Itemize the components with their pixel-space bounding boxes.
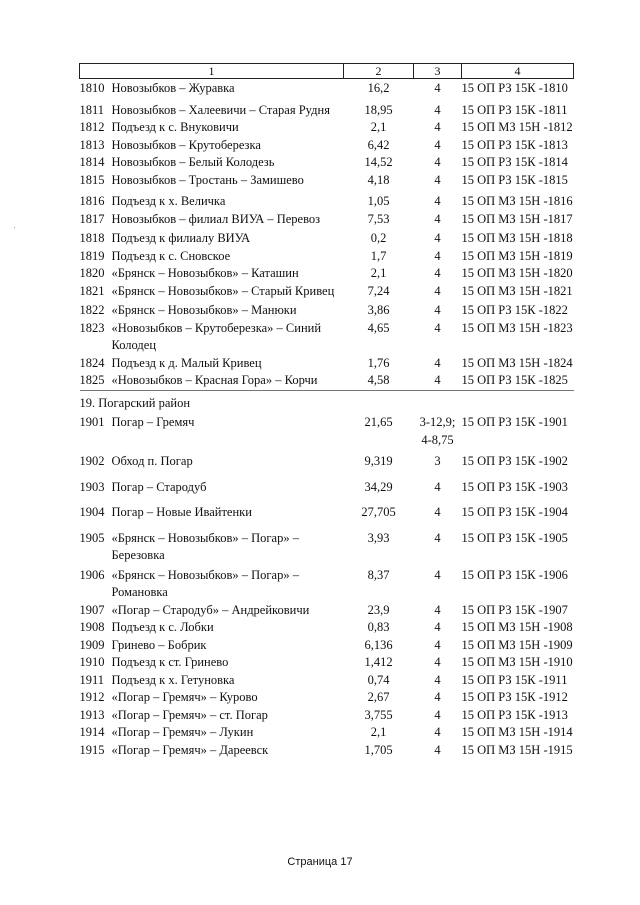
road-identifier: 15 ОП МЗ 15Н -1818 (461, 231, 573, 245)
road-identifier: 15 ОП МЗ 15Н -1915 (461, 742, 573, 757)
road-length: 3,93 (367, 530, 390, 545)
road-identifier: 15 ОП РЗ 15К -1810 (461, 81, 568, 95)
road-identifier: 15 ОП РЗ 15К -1906 (461, 567, 568, 582)
road-cell (80, 707, 344, 725)
road-cell (80, 228, 344, 248)
table-row (80, 355, 574, 373)
road-length: 2,67 (367, 690, 390, 704)
road-length: 21,65 (364, 415, 393, 429)
road-identifier: 15 ОП РЗ 15К -1815 (461, 172, 568, 187)
road-category: 4 (434, 637, 441, 652)
road-name: Погар – Новые Ивайтенки (111, 505, 252, 519)
table-row (80, 449, 574, 471)
road-cell (80, 724, 344, 742)
road-identifier: 15 ОП МЗ 15Н -1908 (461, 620, 573, 634)
table-row (80, 689, 574, 707)
road-length: 4,65 (367, 320, 390, 335)
table-row (80, 522, 574, 565)
road-length: 7,53 (367, 211, 390, 226)
road-number: 1912 (79, 690, 105, 704)
road-cell (80, 154, 344, 172)
road-length: 9,319 (364, 454, 393, 468)
road-category: 4 (434, 567, 441, 582)
road-category: 4 (434, 283, 441, 298)
table-row (80, 265, 574, 283)
road-length: 1,7 (370, 248, 387, 263)
table-row (80, 189, 574, 211)
table-row (80, 248, 574, 266)
road-length: 2,1 (370, 725, 387, 739)
road-identifier: 15 ОП МЗ 15Н -1812 (461, 120, 573, 134)
road-length: 2,1 (370, 120, 387, 134)
road-category: 4 (434, 172, 441, 187)
road-cell (80, 471, 344, 497)
road-identifier: 15 ОП МЗ 15Н -1819 (461, 248, 573, 263)
table-row (80, 496, 574, 522)
road-cell (80, 602, 344, 620)
road-name: Новозыбков – Халеевичи – Старая Рудня (111, 102, 330, 117)
table-header-row (80, 64, 574, 79)
road-cell (80, 619, 344, 637)
road-category: 4 (434, 655, 441, 669)
road-number: 1820 (79, 266, 105, 280)
road-number: 1915 (79, 742, 105, 757)
road-number: 1819 (79, 248, 105, 263)
road-identifier: 15 ОП МЗ 15Н -1909 (461, 637, 573, 652)
road-number: 1822 (79, 303, 105, 317)
roads-table (79, 63, 574, 759)
road-identifier: 15 ОП РЗ 15К -1911 (461, 672, 568, 687)
road-name: Обход п. Погар (111, 454, 193, 468)
road-cell (80, 496, 344, 522)
road-name: Подъезд к с. Сновское (111, 248, 231, 263)
road-name: Новозыбков – Журавка (111, 81, 235, 95)
road-name: Гринево – Бобрик (111, 637, 207, 652)
road-cell (80, 637, 344, 655)
road-length: 4,58 (367, 373, 390, 387)
road-length: 27,705 (361, 505, 396, 519)
road-name: «Брянск – Новозыбков» – Старый Кривец (111, 283, 335, 298)
road-identifier: 15 ОП МЗ 15Н -1816 (461, 194, 573, 208)
road-category: 4 (434, 373, 441, 387)
road-cell (80, 283, 344, 301)
road-number: 1814 (79, 155, 105, 169)
road-cell (80, 449, 344, 471)
road-category: 4 (434, 505, 441, 519)
road-name: «Новозыбков – Крутоберезка» – Синий Колодец (111, 320, 322, 352)
road-name: Подъезд к х. Величка (111, 194, 226, 208)
road-identifier: 15 ОП МЗ 15Н -1910 (461, 655, 573, 669)
road-identifier: 15 ОП РЗ 15К -1813 (461, 137, 568, 152)
road-identifier: 15 ОП МЗ 15Н -1820 (461, 266, 573, 280)
road-number: 1812 (79, 120, 105, 134)
road-cell (80, 320, 344, 355)
table-row (80, 707, 574, 725)
column-header-1: 1 (80, 64, 344, 79)
road-category: 4 (434, 266, 441, 280)
road-cell (80, 355, 344, 373)
road-number: 1905 (79, 530, 105, 545)
road-identifier: 15 ОП РЗ 15К -1901 (461, 415, 568, 429)
road-name: Новозыбков – филиал ВИУА – Перевоз (111, 211, 321, 226)
road-cell (80, 654, 344, 672)
road-length: 34,29 (364, 479, 393, 494)
road-category: 4 (434, 248, 441, 263)
road-name: «Погар – Гремяч» – Дареевск (111, 742, 269, 757)
road-number: 1818 (79, 231, 105, 245)
road-category: 4 (434, 355, 441, 370)
road-cell (80, 119, 344, 137)
road-cell (80, 137, 344, 155)
road-name: «Погар – Гремяч» – ст. Погар (111, 707, 268, 722)
road-name: «Брянск – Новозыбков» – Погар» – Березовка (111, 530, 299, 562)
table-row (80, 565, 574, 602)
road-length: 0,83 (367, 620, 390, 634)
road-length: 6,136 (364, 637, 393, 652)
section-row (80, 390, 574, 412)
road-name: «Брянск – Новозыбков» – Каташин (111, 266, 299, 280)
road-name: Новозыбков – Тростань – Замишево (111, 172, 304, 187)
road-identifier: 15 ОП РЗ 15К -1903 (461, 479, 568, 494)
road-category: 4 (434, 137, 441, 152)
road-number: 1825 (79, 373, 105, 387)
table-row (80, 137, 574, 155)
table-row (80, 724, 574, 742)
road-number: 1914 (79, 725, 105, 739)
road-name: «Погар – Стародуб» – Андрейковичи (111, 602, 310, 617)
road-name: Подъезд к с. Внуковичи (111, 120, 239, 134)
road-number: 1901 (79, 415, 105, 429)
road-cell (80, 172, 344, 190)
road-number: 1908 (79, 620, 105, 634)
page-number: Страница 17 (287, 856, 353, 868)
road-identifier: 15 ОП РЗ 15К -1825 (461, 373, 568, 387)
road-length: 7,24 (367, 283, 390, 298)
road-name: Подъезд к филиалу ВИУА (111, 231, 251, 245)
road-name: Подъезд к д. Малый Кривец (111, 355, 262, 370)
road-number: 1910 (79, 655, 105, 669)
road-length: 2,1 (370, 266, 387, 280)
road-category: 4 (434, 303, 441, 317)
road-number: 1913 (79, 707, 105, 722)
column-header-3: 3 (414, 64, 462, 79)
column-header-2: 2 (344, 64, 414, 79)
road-name: «Новозыбков – Красная Гора» – Корчи (111, 373, 318, 387)
road-name: «Брянск – Новозыбков» – Манюки (111, 303, 297, 317)
table-row (80, 300, 574, 320)
table-row (80, 654, 574, 672)
road-identifier: 15 ОП МЗ 15Н -1914 (461, 725, 573, 739)
road-length: 3,86 (367, 303, 390, 317)
road-category: 4 (434, 81, 441, 95)
table-row (80, 637, 574, 655)
road-category: 3 (434, 454, 441, 468)
road-cell (80, 79, 344, 98)
table-row (80, 372, 574, 390)
road-identifier: 15 ОП РЗ 15К -1902 (461, 454, 568, 468)
table-row (80, 119, 574, 137)
road-name: Подъезд к х. Гетуновка (111, 672, 235, 687)
road-number: 1824 (79, 355, 105, 370)
road-number: 1907 (79, 602, 105, 617)
road-cell (80, 265, 344, 283)
road-identifier: 15 ОП РЗ 15К -1814 (461, 155, 568, 169)
road-name: Подъезд к с. Лобки (111, 620, 214, 634)
road-identifier: 15 ОП МЗ 15Н -1817 (461, 211, 573, 226)
road-cell (80, 372, 344, 390)
road-category: 4 (434, 211, 441, 226)
road-identifier: 15 ОП РЗ 15К -1913 (461, 707, 568, 722)
road-cell (80, 211, 344, 229)
road-name: Новозыбков – Белый Колодезь (111, 155, 275, 169)
road-length: 23,9 (367, 602, 390, 617)
road-name: «Брянск – Новозыбков» – Погар» – Романовка (111, 567, 299, 599)
road-number: 1821 (79, 283, 105, 298)
road-number: 1810 (79, 81, 105, 95)
road-cell (80, 565, 344, 602)
road-number: 1906 (79, 567, 105, 582)
road-cell (80, 742, 344, 760)
road-number: 1811 (79, 102, 105, 117)
road-category: 4 (434, 231, 441, 245)
road-length: 18,95 (364, 102, 393, 117)
road-number: 1909 (79, 637, 105, 652)
road-category: 4 (434, 672, 441, 687)
road-number: 1813 (79, 137, 105, 152)
road-cell (80, 248, 344, 266)
road-category: 4 (434, 707, 441, 722)
road-length: 16,2 (367, 81, 390, 95)
road-name: «Погар – Гремяч» – Лукин (111, 725, 254, 739)
table-row (80, 211, 574, 229)
road-name: Подъезд к ст. Гринево (111, 655, 229, 669)
road-name: Погар – Гремяч (111, 415, 195, 429)
table-row (80, 412, 574, 449)
table-row (80, 602, 574, 620)
road-number: 1823 (79, 320, 105, 335)
table-row (80, 672, 574, 690)
road-name: Погар – Стародуб (111, 479, 207, 494)
road-length: 1,705 (364, 742, 393, 757)
road-category: 4 (434, 742, 441, 757)
road-category: 4 (434, 194, 441, 208)
table-row (80, 283, 574, 301)
table-row (80, 320, 574, 355)
table-row (80, 742, 574, 760)
road-number: 1817 (79, 211, 105, 226)
road-identifier: 15 ОП РЗ 15К -1907 (461, 602, 568, 617)
road-category: 4 (434, 155, 441, 169)
road-number: 1902 (79, 454, 105, 468)
road-category: 4 (434, 102, 441, 117)
road-category: 4 (434, 602, 441, 617)
road-category: 3-12,9; 4-8,75 (419, 415, 456, 447)
road-cell (80, 98, 344, 120)
road-cell (80, 189, 344, 211)
road-cell (80, 672, 344, 690)
table-body (80, 79, 574, 760)
table-row (80, 79, 574, 98)
road-identifier: 15 ОП МЗ 15Н -1824 (461, 355, 573, 370)
road-length: 3,755 (364, 707, 393, 722)
table-row (80, 619, 574, 637)
road-length: 1,412 (364, 655, 393, 669)
road-category: 4 (434, 120, 441, 134)
road-identifier: 15 ОП РЗ 15К -1822 (461, 303, 568, 317)
road-number: 1904 (79, 505, 105, 519)
road-identifier: 15 ОП РЗ 15К -1811 (461, 102, 568, 117)
road-category: 4 (434, 320, 441, 335)
road-number: 1816 (79, 194, 105, 208)
road-category: 4 (434, 690, 441, 704)
road-number: 1911 (79, 672, 105, 687)
section-title: 19. Погарский район (80, 390, 574, 412)
road-number: 1815 (79, 172, 105, 187)
road-name: Новозыбков – Крутоберезка (111, 137, 261, 152)
road-cell (80, 689, 344, 707)
road-category: 4 (434, 725, 441, 739)
table-row (80, 228, 574, 248)
road-cell (80, 522, 344, 565)
road-category: 4 (434, 530, 441, 545)
table-row (80, 172, 574, 190)
road-category: 4 (434, 479, 441, 494)
margin-mark (14, 227, 15, 228)
road-identifier: 15 ОП РЗ 15К -1912 (461, 690, 568, 704)
road-identifier: 15 ОП МЗ 15Н -1823 (461, 320, 573, 335)
road-cell (80, 300, 344, 320)
road-name: «Погар – Гремяч» – Курово (111, 690, 258, 704)
table-row (80, 471, 574, 497)
column-header-4: 4 (462, 64, 574, 79)
road-number: 1903 (79, 479, 105, 494)
road-length: 1,76 (367, 355, 390, 370)
road-length: 0,74 (367, 672, 390, 687)
road-identifier: 15 ОП РЗ 15К -1905 (461, 530, 568, 545)
road-identifier: 15 ОП РЗ 15К -1904 (461, 505, 568, 519)
table-row (80, 154, 574, 172)
road-length: 1,05 (367, 194, 390, 208)
road-length: 14,52 (364, 155, 393, 169)
road-length: 4,18 (367, 172, 390, 187)
road-length: 8,37 (367, 567, 390, 582)
road-cell (80, 412, 344, 449)
table-row (80, 98, 574, 120)
road-length: 6,42 (367, 137, 390, 152)
road-category: 4 (434, 620, 441, 634)
road-identifier: 15 ОП МЗ 15Н -1821 (461, 283, 573, 298)
road-length: 0,2 (370, 231, 387, 245)
